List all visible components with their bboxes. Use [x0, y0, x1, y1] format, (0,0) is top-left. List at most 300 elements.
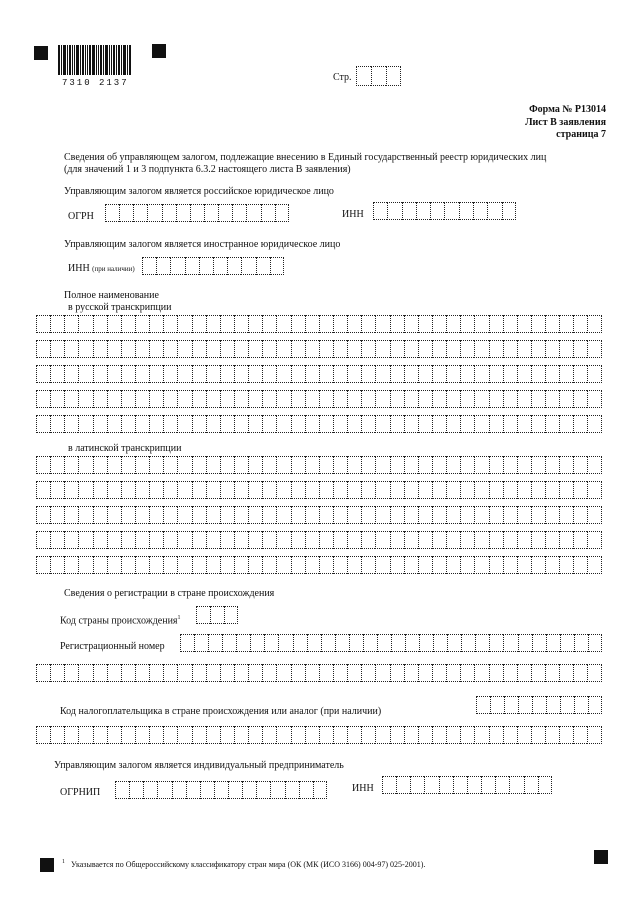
char-cell[interactable]	[347, 456, 361, 474]
char-cell[interactable]	[460, 415, 474, 433]
char-cell[interactable]	[319, 556, 333, 574]
char-cell[interactable]	[333, 456, 347, 474]
char-cell[interactable]	[36, 726, 50, 744]
char-cell[interactable]	[177, 365, 191, 383]
char-cell[interactable]	[416, 202, 430, 220]
char-cell[interactable]	[36, 506, 50, 524]
char-cell[interactable]	[545, 415, 559, 433]
char-cell[interactable]	[276, 365, 290, 383]
char-cell[interactable]	[573, 315, 587, 333]
char-cell[interactable]	[349, 634, 363, 652]
char-cell[interactable]	[361, 531, 375, 549]
char-cell[interactable]	[149, 531, 163, 549]
char-cell[interactable]	[192, 456, 206, 474]
char-cell[interactable]	[36, 456, 50, 474]
char-cell[interactable]	[361, 340, 375, 358]
char-cell[interactable]	[559, 390, 573, 408]
char-cell[interactable]	[107, 315, 121, 333]
char-cell[interactable]	[163, 456, 177, 474]
char-cell[interactable]	[444, 202, 458, 220]
char-cell[interactable]	[276, 726, 290, 744]
char-cell[interactable]	[333, 506, 347, 524]
char-cell[interactable]	[93, 506, 107, 524]
char-cell[interactable]	[50, 481, 64, 499]
char-cell[interactable]	[467, 776, 481, 794]
char-cell[interactable]	[405, 634, 419, 652]
char-cell[interactable]	[93, 315, 107, 333]
char-cell[interactable]	[418, 664, 432, 682]
char-cell[interactable]	[333, 315, 347, 333]
char-cell[interactable]	[446, 415, 460, 433]
char-cell[interactable]	[50, 365, 64, 383]
char-cell[interactable]	[375, 481, 389, 499]
char-cell[interactable]	[115, 781, 129, 799]
char-cell[interactable]	[474, 456, 488, 474]
char-cell[interactable]	[242, 781, 256, 799]
char-cell[interactable]	[517, 664, 531, 682]
char-cell[interactable]	[517, 726, 531, 744]
char-cell[interactable]	[246, 204, 260, 222]
char-cell[interactable]	[291, 556, 305, 574]
char-cell[interactable]	[78, 315, 92, 333]
char-cell[interactable]	[135, 726, 149, 744]
char-cell[interactable]	[149, 315, 163, 333]
char-cell[interactable]	[64, 390, 78, 408]
char-cell[interactable]	[135, 415, 149, 433]
char-cell[interactable]	[220, 340, 234, 358]
char-cell[interactable]	[218, 204, 232, 222]
char-cell[interactable]	[545, 315, 559, 333]
char-cell[interactable]	[177, 664, 191, 682]
char-cell[interactable]	[236, 634, 250, 652]
char-cell[interactable]	[517, 506, 531, 524]
char-cell[interactable]	[545, 390, 559, 408]
char-cell[interactable]	[382, 776, 396, 794]
char-cell[interactable]	[503, 664, 517, 682]
char-cell[interactable]	[276, 415, 290, 433]
char-cell[interactable]	[587, 726, 601, 744]
ogrnip-field[interactable]	[115, 781, 327, 799]
char-cell[interactable]	[121, 390, 135, 408]
char-cell[interactable]	[135, 390, 149, 408]
reg-number-row-1[interactable]	[180, 634, 602, 652]
char-cell[interactable]	[107, 456, 121, 474]
char-cell[interactable]	[36, 340, 50, 358]
char-cell[interactable]	[404, 365, 418, 383]
char-cell[interactable]	[220, 415, 234, 433]
char-cell[interactable]	[121, 315, 135, 333]
char-cell[interactable]	[170, 257, 184, 275]
char-cell[interactable]	[574, 634, 588, 652]
char-cell[interactable]	[489, 531, 503, 549]
char-cell[interactable]	[78, 506, 92, 524]
char-cell[interactable]	[305, 531, 319, 549]
char-cell[interactable]	[163, 315, 177, 333]
char-cell[interactable]	[418, 556, 432, 574]
char-cell[interactable]	[361, 664, 375, 682]
char-cell[interactable]	[208, 634, 222, 652]
char-cell[interactable]	[220, 531, 234, 549]
char-cell[interactable]	[234, 726, 248, 744]
char-cell[interactable]	[50, 340, 64, 358]
char-cell[interactable]	[234, 664, 248, 682]
latin-name-row-1[interactable]	[36, 456, 602, 474]
char-cell[interactable]	[489, 556, 503, 574]
char-cell[interactable]	[489, 726, 503, 744]
char-cell[interactable]	[574, 696, 588, 714]
char-cell[interactable]	[228, 781, 242, 799]
char-cell[interactable]	[107, 506, 121, 524]
char-cell[interactable]	[305, 315, 319, 333]
char-cell[interactable]	[262, 664, 276, 682]
char-cell[interactable]	[559, 340, 573, 358]
char-cell[interactable]	[517, 315, 531, 333]
latin-name-row-4[interactable]	[36, 531, 602, 549]
char-cell[interactable]	[517, 556, 531, 574]
char-cell[interactable]	[361, 315, 375, 333]
char-cell[interactable]	[206, 726, 220, 744]
char-cell[interactable]	[559, 365, 573, 383]
char-cell[interactable]	[473, 202, 487, 220]
char-cell[interactable]	[213, 257, 227, 275]
char-cell[interactable]	[78, 415, 92, 433]
char-cell[interactable]	[172, 781, 186, 799]
char-cell[interactable]	[503, 315, 517, 333]
char-cell[interactable]	[347, 340, 361, 358]
char-cell[interactable]	[489, 365, 503, 383]
latin-name-row-2[interactable]	[36, 481, 602, 499]
char-cell[interactable]	[192, 506, 206, 524]
char-cell[interactable]	[206, 531, 220, 549]
char-cell[interactable]	[495, 776, 509, 794]
char-cell[interactable]	[474, 726, 488, 744]
char-cell[interactable]	[361, 390, 375, 408]
char-cell[interactable]	[264, 634, 278, 652]
char-cell[interactable]	[192, 531, 206, 549]
char-cell[interactable]	[474, 340, 488, 358]
char-cell[interactable]	[276, 390, 290, 408]
char-cell[interactable]	[333, 726, 347, 744]
char-cell[interactable]	[291, 456, 305, 474]
char-cell[interactable]	[347, 390, 361, 408]
char-cell[interactable]	[163, 726, 177, 744]
char-cell[interactable]	[545, 506, 559, 524]
char-cell[interactable]	[220, 556, 234, 574]
char-cell[interactable]	[433, 634, 447, 652]
char-cell[interactable]	[503, 390, 517, 408]
char-cell[interactable]	[361, 481, 375, 499]
char-cell[interactable]	[545, 481, 559, 499]
char-cell[interactable]	[333, 531, 347, 549]
char-cell[interactable]	[78, 664, 92, 682]
char-cell[interactable]	[307, 634, 321, 652]
char-cell[interactable]	[404, 556, 418, 574]
char-cell[interactable]	[538, 776, 552, 794]
char-cell[interactable]	[532, 634, 546, 652]
char-cell[interactable]	[319, 340, 333, 358]
char-cell[interactable]	[36, 664, 50, 682]
char-cell[interactable]	[64, 481, 78, 499]
char-cell[interactable]	[460, 481, 474, 499]
char-cell[interactable]	[220, 664, 234, 682]
char-cell[interactable]	[248, 531, 262, 549]
char-cell[interactable]	[36, 481, 50, 499]
char-cell[interactable]	[410, 776, 424, 794]
char-cell[interactable]	[460, 556, 474, 574]
char-cell[interactable]	[396, 776, 410, 794]
char-cell[interactable]	[546, 634, 560, 652]
char-cell[interactable]	[248, 340, 262, 358]
char-cell[interactable]	[319, 315, 333, 333]
char-cell[interactable]	[432, 340, 446, 358]
char-cell[interactable]	[278, 634, 292, 652]
char-cell[interactable]	[573, 506, 587, 524]
char-cell[interactable]	[248, 556, 262, 574]
char-cell[interactable]	[157, 781, 171, 799]
char-cell[interactable]	[107, 556, 121, 574]
char-cell[interactable]	[305, 506, 319, 524]
char-cell[interactable]	[93, 456, 107, 474]
char-cell[interactable]	[375, 506, 389, 524]
char-cell[interactable]	[241, 257, 255, 275]
char-cell[interactable]	[347, 664, 361, 682]
char-cell[interactable]	[36, 315, 50, 333]
char-cell[interactable]	[107, 481, 121, 499]
char-cell[interactable]	[276, 556, 290, 574]
char-cell[interactable]	[460, 726, 474, 744]
char-cell[interactable]	[142, 257, 156, 275]
char-cell[interactable]	[121, 664, 135, 682]
char-cell[interactable]	[262, 415, 276, 433]
char-cell[interactable]	[390, 365, 404, 383]
char-cell[interactable]	[135, 481, 149, 499]
char-cell[interactable]	[64, 556, 78, 574]
char-cell[interactable]	[319, 390, 333, 408]
char-cell[interactable]	[291, 415, 305, 433]
char-cell[interactable]	[262, 390, 276, 408]
char-cell[interactable]	[432, 556, 446, 574]
char-cell[interactable]	[93, 664, 107, 682]
char-cell[interactable]	[503, 456, 517, 474]
char-cell[interactable]	[474, 365, 488, 383]
char-cell[interactable]	[78, 456, 92, 474]
char-cell[interactable]	[177, 481, 191, 499]
char-cell[interactable]	[232, 204, 246, 222]
char-cell[interactable]	[559, 506, 573, 524]
char-cell[interactable]	[50, 390, 64, 408]
char-cell[interactable]	[107, 415, 121, 433]
char-cell[interactable]	[489, 634, 503, 652]
char-cell[interactable]	[262, 481, 276, 499]
char-cell[interactable]	[446, 556, 460, 574]
char-cell[interactable]	[64, 664, 78, 682]
char-cell[interactable]	[545, 365, 559, 383]
char-cell[interactable]	[446, 365, 460, 383]
char-cell[interactable]	[517, 340, 531, 358]
char-cell[interactable]	[517, 531, 531, 549]
char-cell[interactable]	[333, 415, 347, 433]
char-cell[interactable]	[489, 664, 503, 682]
char-cell[interactable]	[531, 390, 545, 408]
char-cell[interactable]	[234, 365, 248, 383]
char-cell[interactable]	[474, 531, 488, 549]
char-cell[interactable]	[250, 634, 264, 652]
char-cell[interactable]	[460, 456, 474, 474]
char-cell[interactable]	[446, 340, 460, 358]
char-cell[interactable]	[587, 390, 601, 408]
char-cell[interactable]	[220, 506, 234, 524]
char-cell[interactable]	[559, 456, 573, 474]
char-cell[interactable]	[248, 315, 262, 333]
char-cell[interactable]	[587, 481, 601, 499]
char-cell[interactable]	[418, 340, 432, 358]
char-cell[interactable]	[418, 415, 432, 433]
char-cell[interactable]	[446, 531, 460, 549]
char-cell[interactable]	[64, 726, 78, 744]
char-cell[interactable]	[387, 202, 401, 220]
char-cell[interactable]	[375, 340, 389, 358]
char-cell[interactable]	[206, 415, 220, 433]
char-cell[interactable]	[64, 340, 78, 358]
char-cell[interactable]	[390, 556, 404, 574]
char-cell[interactable]	[78, 726, 92, 744]
char-cell[interactable]	[587, 506, 601, 524]
char-cell[interactable]	[375, 415, 389, 433]
char-cell[interactable]	[489, 481, 503, 499]
char-cell[interactable]	[147, 204, 161, 222]
char-cell[interactable]	[185, 257, 199, 275]
char-cell[interactable]	[390, 664, 404, 682]
char-cell[interactable]	[573, 456, 587, 474]
char-cell[interactable]	[214, 781, 228, 799]
char-cell[interactable]	[200, 781, 214, 799]
char-cell[interactable]	[305, 390, 319, 408]
char-cell[interactable]	[489, 315, 503, 333]
page-number-field[interactable]	[356, 66, 401, 86]
char-cell[interactable]	[276, 506, 290, 524]
char-cell[interactable]	[291, 481, 305, 499]
char-cell[interactable]	[474, 390, 488, 408]
char-cell[interactable]	[196, 606, 210, 624]
char-cell[interactable]	[404, 415, 418, 433]
char-cell[interactable]	[163, 390, 177, 408]
char-cell[interactable]	[270, 781, 284, 799]
char-cell[interactable]	[375, 726, 389, 744]
reg-number-row-2[interactable]	[36, 664, 602, 682]
char-cell[interactable]	[50, 726, 64, 744]
char-cell[interactable]	[573, 481, 587, 499]
russian-name-row-4[interactable]	[36, 390, 602, 408]
char-cell[interactable]	[50, 456, 64, 474]
char-cell[interactable]	[386, 66, 401, 86]
char-cell[interactable]	[192, 481, 206, 499]
char-cell[interactable]	[36, 556, 50, 574]
char-cell[interactable]	[371, 66, 386, 86]
char-cell[interactable]	[50, 315, 64, 333]
char-cell[interactable]	[532, 696, 546, 714]
char-cell[interactable]	[262, 506, 276, 524]
char-cell[interactable]	[50, 415, 64, 433]
char-cell[interactable]	[177, 340, 191, 358]
char-cell[interactable]	[50, 556, 64, 574]
char-cell[interactable]	[261, 204, 275, 222]
char-cell[interactable]	[177, 390, 191, 408]
char-cell[interactable]	[518, 634, 532, 652]
char-cell[interactable]	[64, 531, 78, 549]
char-cell[interactable]	[363, 634, 377, 652]
char-cell[interactable]	[333, 390, 347, 408]
char-cell[interactable]	[135, 365, 149, 383]
char-cell[interactable]	[587, 365, 601, 383]
char-cell[interactable]	[192, 390, 206, 408]
char-cell[interactable]	[143, 781, 157, 799]
char-cell[interactable]	[375, 531, 389, 549]
char-cell[interactable]	[404, 664, 418, 682]
char-cell[interactable]	[291, 506, 305, 524]
char-cell[interactable]	[419, 634, 433, 652]
char-cell[interactable]	[503, 340, 517, 358]
latin-name-row-5[interactable]	[36, 556, 602, 574]
char-cell[interactable]	[121, 726, 135, 744]
char-cell[interactable]	[291, 664, 305, 682]
char-cell[interactable]	[285, 781, 299, 799]
char-cell[interactable]	[227, 257, 241, 275]
char-cell[interactable]	[347, 531, 361, 549]
char-cell[interactable]	[149, 726, 163, 744]
char-cell[interactable]	[489, 456, 503, 474]
char-cell[interactable]	[206, 664, 220, 682]
char-cell[interactable]	[262, 456, 276, 474]
char-cell[interactable]	[481, 776, 495, 794]
char-cell[interactable]	[517, 390, 531, 408]
char-cell[interactable]	[476, 696, 490, 714]
char-cell[interactable]	[199, 257, 213, 275]
char-cell[interactable]	[545, 556, 559, 574]
char-cell[interactable]	[587, 315, 601, 333]
char-cell[interactable]	[587, 531, 601, 549]
char-cell[interactable]	[192, 556, 206, 574]
russian-name-row-2[interactable]	[36, 340, 602, 358]
char-cell[interactable]	[206, 456, 220, 474]
char-cell[interactable]	[78, 390, 92, 408]
char-cell[interactable]	[163, 415, 177, 433]
char-cell[interactable]	[489, 415, 503, 433]
char-cell[interactable]	[573, 415, 587, 433]
char-cell[interactable]	[177, 726, 191, 744]
char-cell[interactable]	[524, 776, 538, 794]
char-cell[interactable]	[262, 365, 276, 383]
char-cell[interactable]	[313, 781, 327, 799]
char-cell[interactable]	[459, 202, 473, 220]
char-cell[interactable]	[93, 556, 107, 574]
char-cell[interactable]	[262, 531, 276, 549]
char-cell[interactable]	[163, 556, 177, 574]
char-cell[interactable]	[390, 415, 404, 433]
char-cell[interactable]	[375, 315, 389, 333]
char-cell[interactable]	[93, 481, 107, 499]
char-cell[interactable]	[333, 340, 347, 358]
char-cell[interactable]	[319, 726, 333, 744]
char-cell[interactable]	[391, 634, 405, 652]
char-cell[interactable]	[361, 365, 375, 383]
char-cell[interactable]	[518, 696, 532, 714]
char-cell[interactable]	[460, 664, 474, 682]
char-cell[interactable]	[474, 506, 488, 524]
char-cell[interactable]	[291, 531, 305, 549]
char-cell[interactable]	[276, 664, 290, 682]
char-cell[interactable]	[460, 390, 474, 408]
char-cell[interactable]	[573, 340, 587, 358]
